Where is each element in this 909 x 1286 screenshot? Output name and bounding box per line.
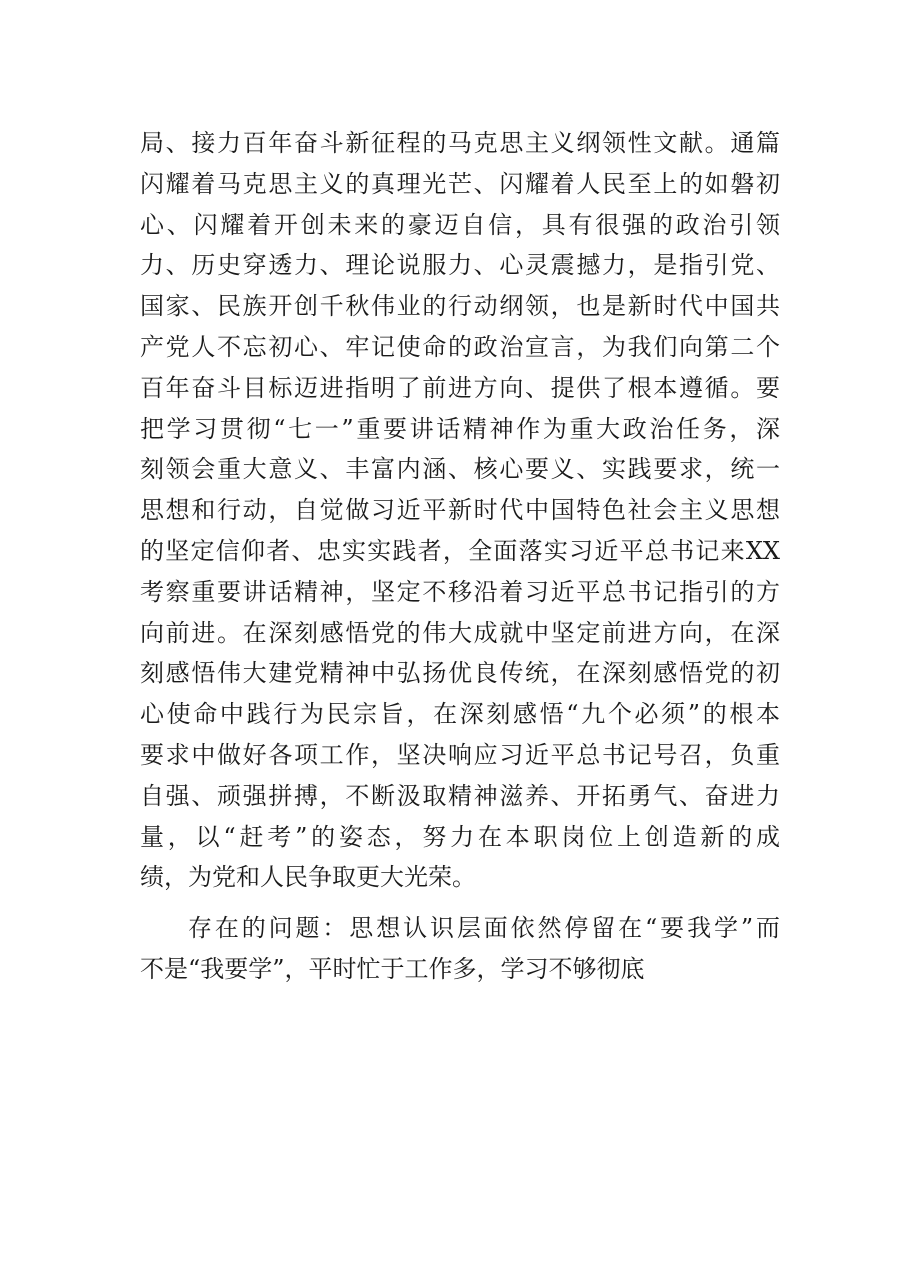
text-line: 局、接力百年奋斗新征程的马克思主义纲领性文献。通篇 [140,129,780,157]
text-line: 刻感悟伟大建党精神中弘扬优良传统，在深刻感悟党的初 [140,659,780,688]
text-line: 百年奋斗目标迈进指明了前进方向、提供了根本遵循。要 [140,373,780,402]
text-line: 的坚定信仰者、忠实实践者，全面落实习近平总书记来XX [140,536,780,565]
paragraph-spacer [140,898,780,908]
text-line: 存在的问题：思想认识层面依然停留在“要我学”而 [188,914,780,943]
text-line: 考察重要讲话精神，坚定不移沿着习近平总书记指引的方 [140,577,780,606]
text-line: 把学习贯彻“七一”重要讲话精神作为重大政治任务，深 [140,414,780,443]
text-line: 绩，为党和人民争取更大光荣。 [140,863,476,892]
paragraph-1 [140,123,780,898]
text-line: 产党人不忘初心、牢记使命的政治宣言，为我们向第二个 [140,332,780,361]
text-line: 心、闪耀着开创未来的豪迈自信，具有很强的政治引领 [140,210,780,239]
text-line: 量，以“赶考”的姿态，努力在本职岗位上创造新的成 [140,822,780,851]
text-line: 闪耀着马克思主义的真理光芒、闪耀着人民至上的如磐初 [140,169,780,198]
text-line: 刻领会重大意义、丰富内涵、核心要义、实践要求，统一 [140,455,780,484]
text-line: 心使命中践行为民宗旨，在深刻感悟“九个必须”的根本 [140,700,780,729]
text-line: 不是“我要学”，平时忙于工作多，学习不够彻底 [140,954,645,983]
document-body [140,123,780,990]
text-line: 国家、民族开创千秋伟业的行动纲领，也是新时代中国共 [140,292,780,321]
text-line: 自强、顽强拼搏，不断汲取精神滋养、开拓勇气、奋进力 [140,781,780,810]
text-line: 思想和行动，自觉做习近平新时代中国特色社会主义思想 [140,496,780,525]
text-line: 要求中做好各项工作，坚决响应习近平总书记号召，负重 [140,740,780,769]
text-line: 力、历史穿透力、理论说服力、心灵震撼力，是指引党、 [140,251,780,280]
text-line: 向前进。在深刻感悟党的伟大成就中坚定前进方向，在深 [140,618,780,647]
paragraph-2 [140,908,780,990]
